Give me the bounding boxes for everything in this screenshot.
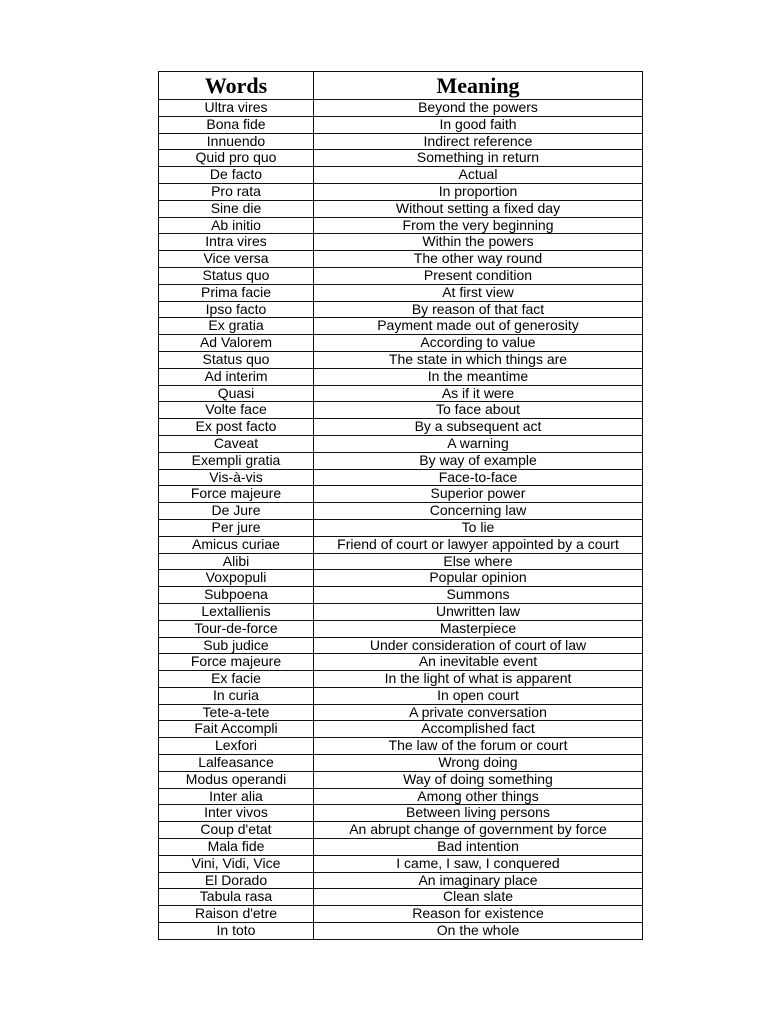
meaning-cell: From the very beginning [314,217,643,234]
table-row [159,301,643,318]
meaning-cell: Clean slate [314,889,643,906]
meaning-cell: The other way round [314,251,643,268]
word-cell: Volte face [159,402,314,419]
table-row [159,536,643,553]
table-row [159,133,643,150]
word-cell: Tabula rasa [159,889,314,906]
meaning-cell: In proportion [314,183,643,200]
word-cell: Lalfeasance [159,755,314,772]
table-row [159,335,643,352]
word-cell: Quid pro quo [159,150,314,167]
table-row [159,402,643,419]
meaning-cell: Summons [314,587,643,604]
meaning-cell: A warning [314,435,643,452]
table-row [159,284,643,301]
meaning-cell: The law of the forum or court [314,738,643,755]
word-cell: Ex gratia [159,318,314,335]
meaning-cell: In the light of what is apparent [314,671,643,688]
table-row [159,116,643,133]
meaning-cell: Something in return [314,150,643,167]
table-row [159,217,643,234]
meaning-cell: Else where [314,553,643,570]
word-cell: In curia [159,687,314,704]
meaning-cell: Between living persons [314,805,643,822]
table-row [159,419,643,436]
table-row [159,923,643,940]
table-row [159,872,643,889]
word-cell: Mala fide [159,839,314,856]
header-row [159,72,643,100]
table-row [159,755,643,772]
meaning-cell: In the meantime [314,368,643,385]
meaning-cell: Indirect reference [314,133,643,150]
word-cell: Bona fide [159,116,314,133]
word-cell: Lextallienis [159,603,314,620]
word-cell: Inter alia [159,788,314,805]
word-cell: Ex facie [159,671,314,688]
meaning-cell: Face-to-face [314,469,643,486]
word-cell: Raison d'etre [159,906,314,923]
table-row [159,183,643,200]
table-row [159,519,643,536]
word-cell: De Jure [159,503,314,520]
word-cell: Sub judice [159,637,314,654]
meaning-cell: To lie [314,519,643,536]
table-body [159,100,643,940]
table-row [159,486,643,503]
table-row [159,654,643,671]
table-row [159,251,643,268]
table-row [159,267,643,284]
word-cell: Subpoena [159,587,314,604]
meaning-cell: Wrong doing [314,755,643,772]
word-cell: Pro rata [159,183,314,200]
word-cell: El Dorado [159,872,314,889]
word-cell: Intra vires [159,234,314,251]
meaning-cell: By a subsequent act [314,419,643,436]
meaning-cell: On the whole [314,923,643,940]
vocabulary-table [158,71,643,940]
table-row [159,889,643,906]
table-row [159,469,643,486]
meaning-cell: By way of example [314,452,643,469]
meaning-cell: Under consideration of court of law [314,637,643,654]
meaning-cell: According to value [314,335,643,352]
table-header [159,72,643,100]
table-row [159,150,643,167]
meaning-cell: Concerning law [314,503,643,520]
table-row [159,234,643,251]
word-cell: Ultra vires [159,100,314,117]
word-cell: Tour-de-force [159,620,314,637]
word-cell: Voxpopuli [159,570,314,587]
table-row [159,435,643,452]
meaning-cell: Reason for existence [314,906,643,923]
table-row [159,587,643,604]
word-cell: Vini, Vidi, Vice [159,855,314,872]
word-cell: Ad interim [159,368,314,385]
meaning-cell: Masterpiece [314,620,643,637]
word-cell: Innuendo [159,133,314,150]
meaning-cell: By reason of that fact [314,301,643,318]
table-row [159,570,643,587]
table-row [159,318,643,335]
table-row [159,167,643,184]
word-cell: Inter vivos [159,805,314,822]
words-column-header: Words [159,72,314,100]
word-cell: Modus operandi [159,771,314,788]
table-row [159,553,643,570]
meaning-cell: An abrupt change of government by force [314,822,643,839]
meaning-cell: The state in which things are [314,351,643,368]
table-row [159,368,643,385]
meaning-cell: Actual [314,167,643,184]
table-row [159,906,643,923]
meaning-cell: Popular opinion [314,570,643,587]
meaning-cell: Bad intention [314,839,643,856]
table-row [159,200,643,217]
table-row [159,805,643,822]
word-cell: Per jure [159,519,314,536]
meaning-cell: Among other things [314,788,643,805]
meaning-cell: Within the powers [314,234,643,251]
table-row [159,503,643,520]
table-row [159,788,643,805]
word-cell: In toto [159,923,314,940]
meaning-cell: Superior power [314,486,643,503]
table-row [159,620,643,637]
table-row [159,704,643,721]
meaning-cell: I came, I saw, I conquered [314,855,643,872]
word-cell: Coup d'etat [159,822,314,839]
word-cell: Lexfori [159,738,314,755]
meaning-cell: Beyond the powers [314,100,643,117]
word-cell: Ad Valorem [159,335,314,352]
meaning-cell: Present condition [314,267,643,284]
table-row [159,637,643,654]
meaning-cell: In open court [314,687,643,704]
table-row [159,822,643,839]
meaning-cell: Unwritten law [314,603,643,620]
meaning-cell: An inevitable event [314,654,643,671]
word-cell: Prima facie [159,284,314,301]
meaning-cell: Without setting a fixed day [314,200,643,217]
word-cell: Ab initio [159,217,314,234]
word-cell: Force majeure [159,654,314,671]
word-cell: Sine die [159,200,314,217]
table-row [159,687,643,704]
table-row [159,738,643,755]
table-row [159,671,643,688]
table-row [159,385,643,402]
word-cell: Status quo [159,351,314,368]
meaning-cell: A private conversation [314,704,643,721]
word-cell: Fait Accompli [159,721,314,738]
table-row [159,100,643,117]
table-row [159,771,643,788]
table-row [159,351,643,368]
table-row [159,721,643,738]
word-cell: De facto [159,167,314,184]
word-cell: Quasi [159,385,314,402]
word-cell: Ex post facto [159,419,314,436]
table-row [159,452,643,469]
word-cell: Caveat [159,435,314,452]
meaning-cell: In good faith [314,116,643,133]
meaning-cell: Accomplished fact [314,721,643,738]
word-cell: Amicus curiae [159,536,314,553]
word-cell: Vis-à-vis [159,469,314,486]
table-row [159,603,643,620]
meaning-cell: Friend of court or lawyer appointed by a court [314,536,643,553]
meaning-cell: Payment made out of generosity [314,318,643,335]
word-cell: Ipso facto [159,301,314,318]
table-row [159,855,643,872]
meaning-column-header: Meaning [314,72,643,100]
word-cell: Status quo [159,267,314,284]
meaning-cell: To face about [314,402,643,419]
word-cell: Tete-a-tete [159,704,314,721]
word-cell: Force majeure [159,486,314,503]
meaning-cell: At first view [314,284,643,301]
word-cell: Exempli gratia [159,452,314,469]
meaning-cell: An imaginary place [314,872,643,889]
word-cell: Vice versa [159,251,314,268]
word-cell: Alibi [159,553,314,570]
meaning-cell: Way of doing something [314,771,643,788]
meaning-cell: As if it were [314,385,643,402]
table-row [159,839,643,856]
